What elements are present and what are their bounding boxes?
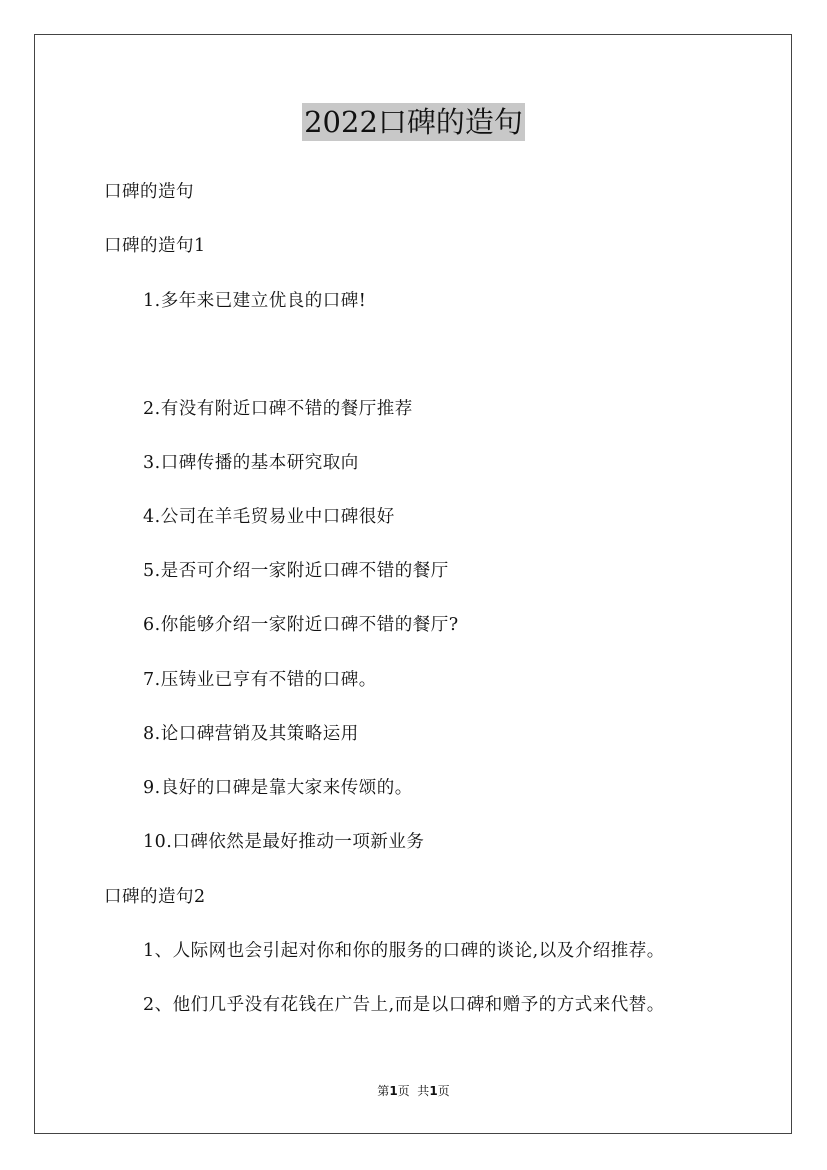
sentence-item: 8.论口碑营销及其策略运用 xyxy=(143,724,359,744)
sentence-item: 7.压铸业已亨有不错的口碑。 xyxy=(143,670,377,690)
section-2-heading: 口碑的造句2 xyxy=(104,887,206,907)
sentence-item: 2、他们几乎没有花钱在广告上,而是以口碑和赠予的方式来代替。 xyxy=(143,995,665,1015)
section-1-heading: 口碑的造句1 xyxy=(104,236,206,256)
footer-mid: 页 共 xyxy=(397,1084,430,1098)
footer-page-total: 1 xyxy=(429,1084,438,1098)
footer-prefix: 第 xyxy=(377,1084,390,1098)
sentence-item: 10.口碑依然是最好推动一项新业务 xyxy=(143,832,425,852)
sentence-item: 5.是否可介绍一家附近口碑不错的餐厅 xyxy=(143,561,449,581)
sentence-item: 3.口碑传播的基本研究取向 xyxy=(143,453,359,473)
sentence-item: 1.多年来已建立优良的口碑! xyxy=(143,291,367,311)
sentence-item: 9.良好的口碑是靠大家来传颂的。 xyxy=(143,778,413,798)
title-container xyxy=(0,103,827,141)
sentence-item: 1、人际网也会引起对你和你的服务的口碑的谈论,以及介绍推荐。 xyxy=(143,941,665,961)
main-heading: 口碑的造句 xyxy=(104,182,194,202)
footer-suffix: 页 xyxy=(437,1084,450,1098)
footer-page-current: 1 xyxy=(389,1084,398,1098)
sentence-item: 2.有没有附近口碑不错的餐厅推荐 xyxy=(143,399,413,419)
sentence-item: 6.你能够介绍一家附近口碑不错的餐厅? xyxy=(143,615,459,635)
sentence-item: 4.公司在羊毛贸易业中口碑很好 xyxy=(143,507,395,527)
document-title: 2022口碑的造句 xyxy=(304,105,523,139)
page-footer xyxy=(0,1083,827,1099)
